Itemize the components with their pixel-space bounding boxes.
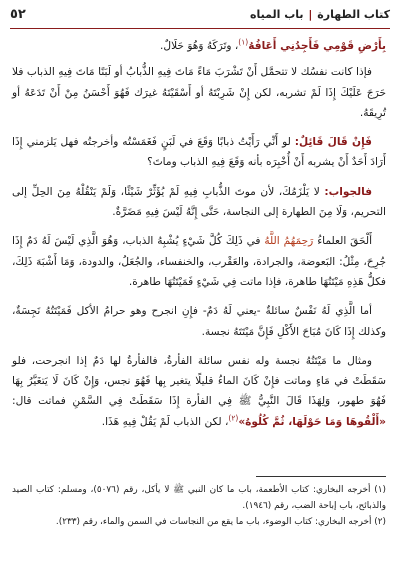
hadith-quote-1: بِأَرْضِ قَوْمِي فَأَجِدُنِي أَعَافُهُ: [248, 40, 386, 52]
honorific: رَحِمَهُمُ اللَّهُ: [264, 235, 314, 248]
footnote-ref-2: (٢): [228, 413, 239, 423]
paragraph-5-rest: في ذَلِكَ كُلَّ شَيْءٍ يُشْبِهُ الذباب، وَهُوَ الَّذِي لَيْسَ لَهُ دَمٌ إِذَا جُرِحَ، مِثْلُ: البَعوضة، والجرادة، والعَقْرب، والخنفساء، والجُعَلُ، والدودة، وَمَا أَشْبَهَ ذَلِكَ، فكلُّ هَذِهِ مَيْتَتُهَا طاهرة، فإذا ماتت فِي شَيْءٍ فَمَيْتَتُهَا طاهرة.: [12, 235, 386, 288]
answer-text: لا يَلْزَمُكَ، لأن موتَ الذُّبابِ فِيهِ لَمْ يُؤَثِّرْ شَيْئًا، وَلَمْ يَنْقُلْهُ مِنَ الحِلِّ إلى التحريم، وَلَا مِنَ الطهارة إلى النجاسة، حَتَّى إِنَّهُ لَيْسَ فِيهِ مَضَرَّةٌ.: [12, 185, 386, 219]
running-head-separator: |: [308, 8, 313, 21]
paragraph-3: [12, 132, 386, 173]
page-number: ٥٢: [10, 7, 26, 22]
paragraph-7: [12, 351, 386, 432]
paragraph-5: [12, 231, 386, 292]
footnote-2: (٢) أخرجه البخاري: كتاب الوضوء، باب ما يقع من النجاسات في السمن والماء، رقم (٢٣٣).: [55, 517, 386, 527]
answer-label: فالجواب:: [324, 185, 373, 198]
footnote-1: (١) أخرجه البخاري: كتاب الأطعمة، باب ما كان النبي ﷺ لا يأكل، رقم (٥٠٧٦)، ومسلم: كتاب الصيد والذبائح، باب إباحة الضب، رقم (١٩٤٦).: [12, 485, 386, 511]
running-head-book: كتاب الطهارة: [317, 8, 390, 21]
objection-label: فَإِنْ قَالَ قَائِلٌ:: [294, 136, 372, 149]
paragraph-4: [12, 182, 386, 223]
hadith-quote-2: «أَلْقُوهَا وَمَا حَوْلَهَا، ثُمَّ كُلُوهُ»: [238, 415, 386, 428]
paragraph-2: فإذا كانت نفسُك لا تتحمَّل أَنْ تَشْرَبَ مَاءً مَاتَ فِيهِ الذُّبابُ أو لَبَنًا مَاتَ فِيهِ الذباب فلا حَرَجَ عَلَيْكَ إِذَا لَمْ تشربه، لكن إِنْ شَرِبْتَهُ أو أَسْقَيْتَهُ غيرَك فَهُوَ أَحْسَنُ مِنْ أَنْ تَدَعَهُ أو تُرِيقَهُ.: [12, 66, 386, 119]
footnote-ref-1: (١): [238, 37, 249, 47]
paragraph-6: أما الَّذِي لَهُ نَفْسٌ سائلةٌ -يعني لَهُ دَمٌ- فإِنِ انجرح وهو حرامُ الأكل فَمَيْتَتُهُ نَجِسَةٌ، وكذلك إِذَا كَانَ مُبَاحَ الأَكْلِ فَإِنَّ مَيْتَتَهُ نجسة.: [12, 305, 386, 338]
running-head-chapter: باب المياه: [249, 8, 304, 21]
paragraph-5-pre: أَلْحَقَ العلماءُ: [317, 235, 373, 248]
paragraph-7-end: ، لكن الذباب لَمْ يَقُلْ فِيهِ هَذَا.: [101, 415, 229, 428]
paragraph-7-main: ومثال ما مَيْتَتُهُ نجسة وله نفس سائلة الفأرةُ، فالفأرةُ لها دَمٌ إذا انجرحت، فلو سَقَطَتْ في مَاءٍ وماتت فإِنْ كَانَ الماءُ قليلًا يتغير بِها فَهُوَ نجس، وَإِنْ كَانَ لَا يَتغَيَّرُ بِهَا فَهُوَ طهور، وَلِهَذَا قَالَ النَّبِيُّ ﷺ فِي الفأرة إِذَا سَقَطَتْ فِي السَّمْنِ فماتت قال:: [12, 354, 386, 408]
running-head: [250, 8, 390, 21]
paragraph-1-rest: ، وتَرَكَهُ وَهُوَ حَلَالٌ.: [160, 40, 239, 52]
paragraph-1: [12, 36, 386, 56]
objection-text: لو أَنِّي رَأَيْتُ ذبابًا وَقَعَ في لَبَنٍ فَغَمَسْتُه وأخرجتُه فهل يَلزمني إِذَا أَرَادَ أَحَدٌ أَنْ يشربه أَنْ أُخْبِرَه بأنه وَقَعَ فِيهِ الذباب وماتَ؟: [12, 136, 386, 169]
header-rule: [10, 28, 390, 29]
page-header: [10, 7, 390, 29]
page-body: [12, 36, 386, 432]
footnotes: [12, 483, 386, 531]
footnote-rule: [256, 476, 386, 477]
